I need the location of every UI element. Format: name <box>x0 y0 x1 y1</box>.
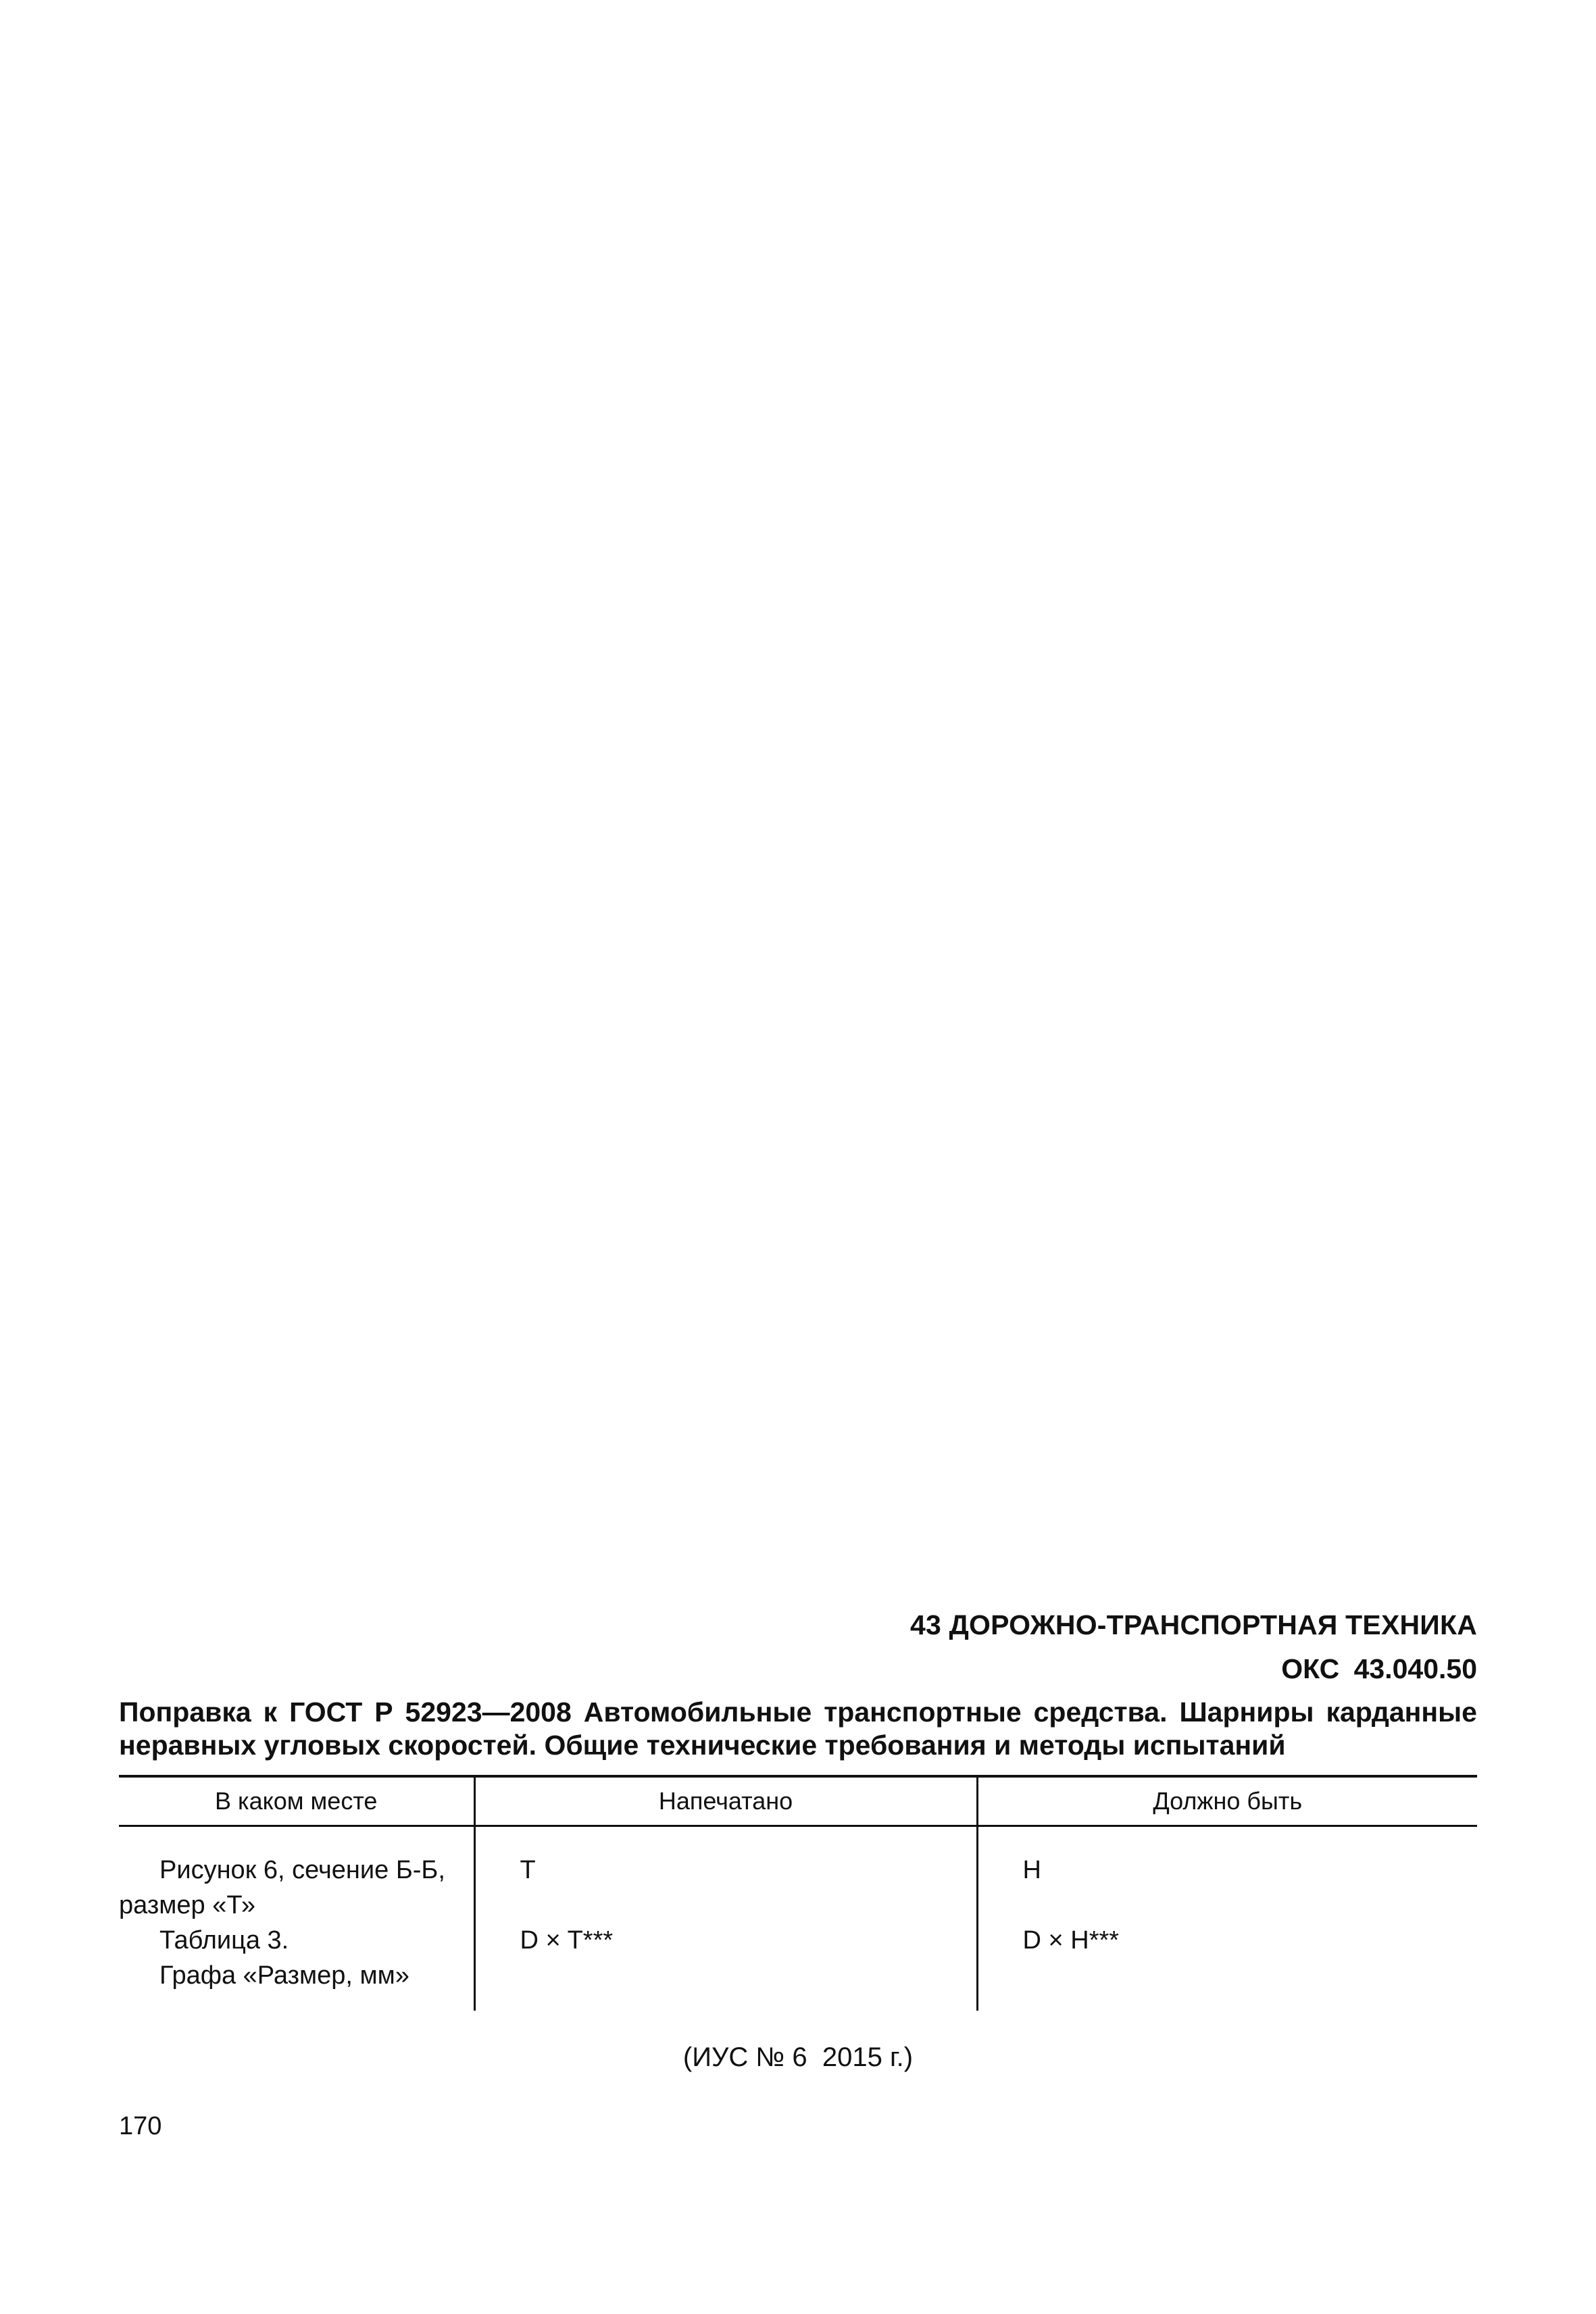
column-header-where: В каком месте <box>119 1776 474 1826</box>
table-row <box>119 1826 1477 2011</box>
should-be-cell <box>977 1826 1477 2011</box>
where-row1-line2: размер «Т» <box>119 1891 256 1919</box>
column-header-should-be: Должно быть <box>977 1776 1477 1826</box>
page-number: 170 <box>119 2112 162 2140</box>
where-row1-line1: Рисунок 6, сечение Б-Б, <box>159 1856 445 1884</box>
amendment-title: Поправка к ГОСТ Р 52923—2008 Автомобильные транспортные средства. Шарниры карданные неравных угловых скоростей. Общие технические требования и методы испытаний <box>119 1696 1477 1761</box>
where-row2-line2: Графа «Размер, мм» <box>159 1961 409 1990</box>
where-cell <box>119 1826 474 2011</box>
should-be-row2: D × H*** <box>1022 1926 1120 1955</box>
where-row2-line1: Таблица 3. <box>159 1926 289 1955</box>
printed-row2: D × T*** <box>520 1926 614 1955</box>
column-header-printed: Напечатано <box>474 1776 977 1826</box>
section-heading: 43 ДОРОЖНО-ТРАНСПОРТНАЯ ТЕХНИКА <box>909 1609 1477 1640</box>
should-be-row1: Н <box>1022 1856 1041 1884</box>
ius-reference: (ИУС № 6 2015 г.) <box>682 2042 914 2072</box>
table-header-row <box>119 1776 1477 1826</box>
amendment-table <box>119 1775 1477 2011</box>
oks-code: ОКС 43.040.50 <box>1281 1653 1477 1684</box>
printed-row1: Т <box>520 1856 536 1884</box>
printed-cell <box>474 1826 977 2011</box>
